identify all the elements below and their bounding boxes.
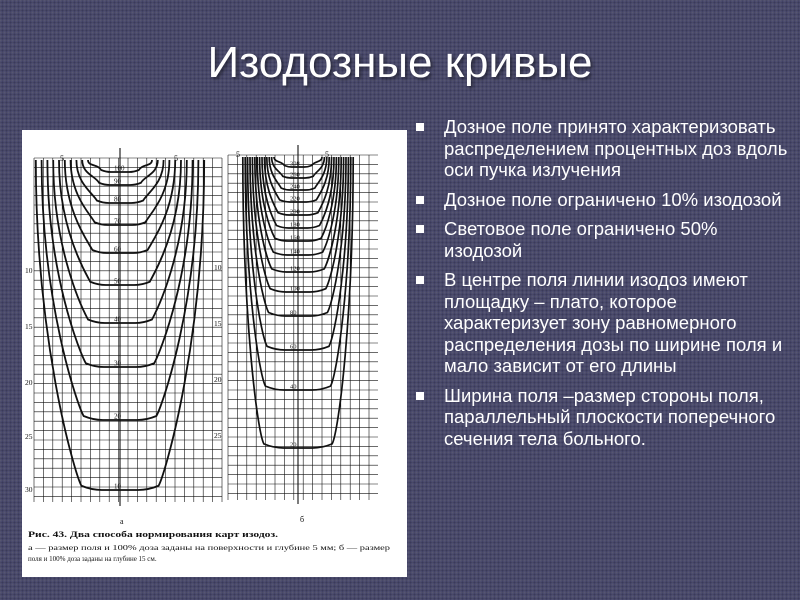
bullet-marker-icon	[416, 196, 424, 204]
bullet-marker-icon	[416, 276, 424, 284]
panel-a-depth-label: 30	[25, 485, 33, 494]
panel-a-isodose-label: 70	[114, 217, 121, 226]
panel-a-isodose-label: 40	[114, 315, 121, 324]
panel-b-isodose-label: 240	[290, 183, 300, 191]
panel-a-depth-label: 25	[25, 432, 33, 441]
panel-a-isodose-label: 90	[114, 177, 121, 186]
panel-b-depth-label: 15	[214, 319, 222, 328]
bullet-marker-icon	[416, 392, 424, 400]
figure-caption-main: Рис. 43. Два способа нормирования карт изодоз.	[28, 529, 278, 539]
panel-b-isodose-label: 220	[290, 195, 300, 203]
bullet-text: Ширина поля –размер стороны поля, параллельный плоскости поперечного сечения тела больного.	[444, 384, 776, 449]
panel-b-isodose-label: 180	[290, 221, 300, 229]
panel-b-isodose-label: 140	[290, 248, 300, 256]
bullet-marker-icon	[416, 225, 424, 233]
panel-b-isodose-label: 60	[290, 343, 297, 351]
panel-b-isodose-label: 160	[290, 234, 300, 242]
panel-b-edge-left: 5	[236, 150, 240, 159]
bullet-item	[410, 189, 794, 211]
panel-a-label: а	[120, 517, 124, 526]
bullet-text: Дозное поле ограничено 10% изодозой	[444, 188, 782, 210]
panel-a-edge-right: 5	[174, 154, 178, 163]
panel-b-depth-label: 25	[214, 431, 222, 440]
panel-b-label: б	[300, 515, 305, 524]
panel-a-isodose-label: 30	[114, 359, 121, 368]
panel-a-edge-left: 5	[60, 154, 64, 163]
panel-a-isodose-label: 100	[114, 164, 125, 173]
panel-b-isodose-label: 120	[290, 265, 300, 273]
panel-a-isodose-label: 10	[114, 482, 121, 491]
panel-b-isodose-label: 80	[290, 309, 297, 317]
bullet-text: Световое поле ограничено 50% изодозой	[444, 218, 718, 261]
panel-a-depth-axis	[25, 266, 33, 494]
slide-title: Изодозные кривые	[207, 38, 593, 87]
panel-b-isodose-label: 40	[290, 383, 297, 391]
panel-a-isodose-label: 50	[114, 277, 121, 286]
bullet-item	[410, 116, 794, 181]
panel-a-isodose-label: 20	[114, 412, 121, 421]
bullet-item	[410, 218, 794, 261]
isodose-figure	[22, 130, 407, 577]
panel-a-depth-label: 10	[25, 266, 33, 275]
panel-b-isodose-label: 100	[290, 285, 300, 293]
bullet-list	[410, 116, 794, 457]
panel-a-isodose-label: 80	[114, 195, 121, 204]
figure-caption-line3: поля и 100% доза заданы на глубине 15 см.	[28, 555, 157, 563]
panel-a-depth-label: 20	[25, 378, 33, 387]
panel-b-depth-label: 20	[214, 375, 222, 384]
bullet-marker-icon	[416, 123, 424, 131]
isodose-diagram	[22, 130, 407, 577]
panel-a-isodose-label: 60	[114, 245, 121, 254]
panel-b-isodose-label: 200	[290, 208, 300, 216]
bullet-text: В центре поля линии изодоз имеют площадку – плато, которое характеризует зону равномерного распределения дозы по ширине поля и мало зависит от его длины	[444, 269, 783, 376]
bullet-item	[410, 385, 794, 450]
panel-b-depth-label: 10	[214, 263, 222, 272]
bullet-item	[410, 269, 794, 377]
panel-b-edge-right: 5	[325, 150, 329, 159]
panel-b-isodose-label: 260	[290, 171, 300, 179]
panel-b-isodose-label: 20	[290, 441, 297, 449]
panel-b-isodose-label: 308	[290, 160, 300, 168]
figure-caption-line2: а — размер поля и 100% доза заданы на поверхности и глубине 5 мм; б — размер	[28, 544, 391, 552]
bullet-text: Дозное поле принято характеризовать распределением процентных доз вдоль оси пучка излучения	[444, 116, 788, 180]
panel-a-depth-label: 15	[25, 322, 33, 331]
